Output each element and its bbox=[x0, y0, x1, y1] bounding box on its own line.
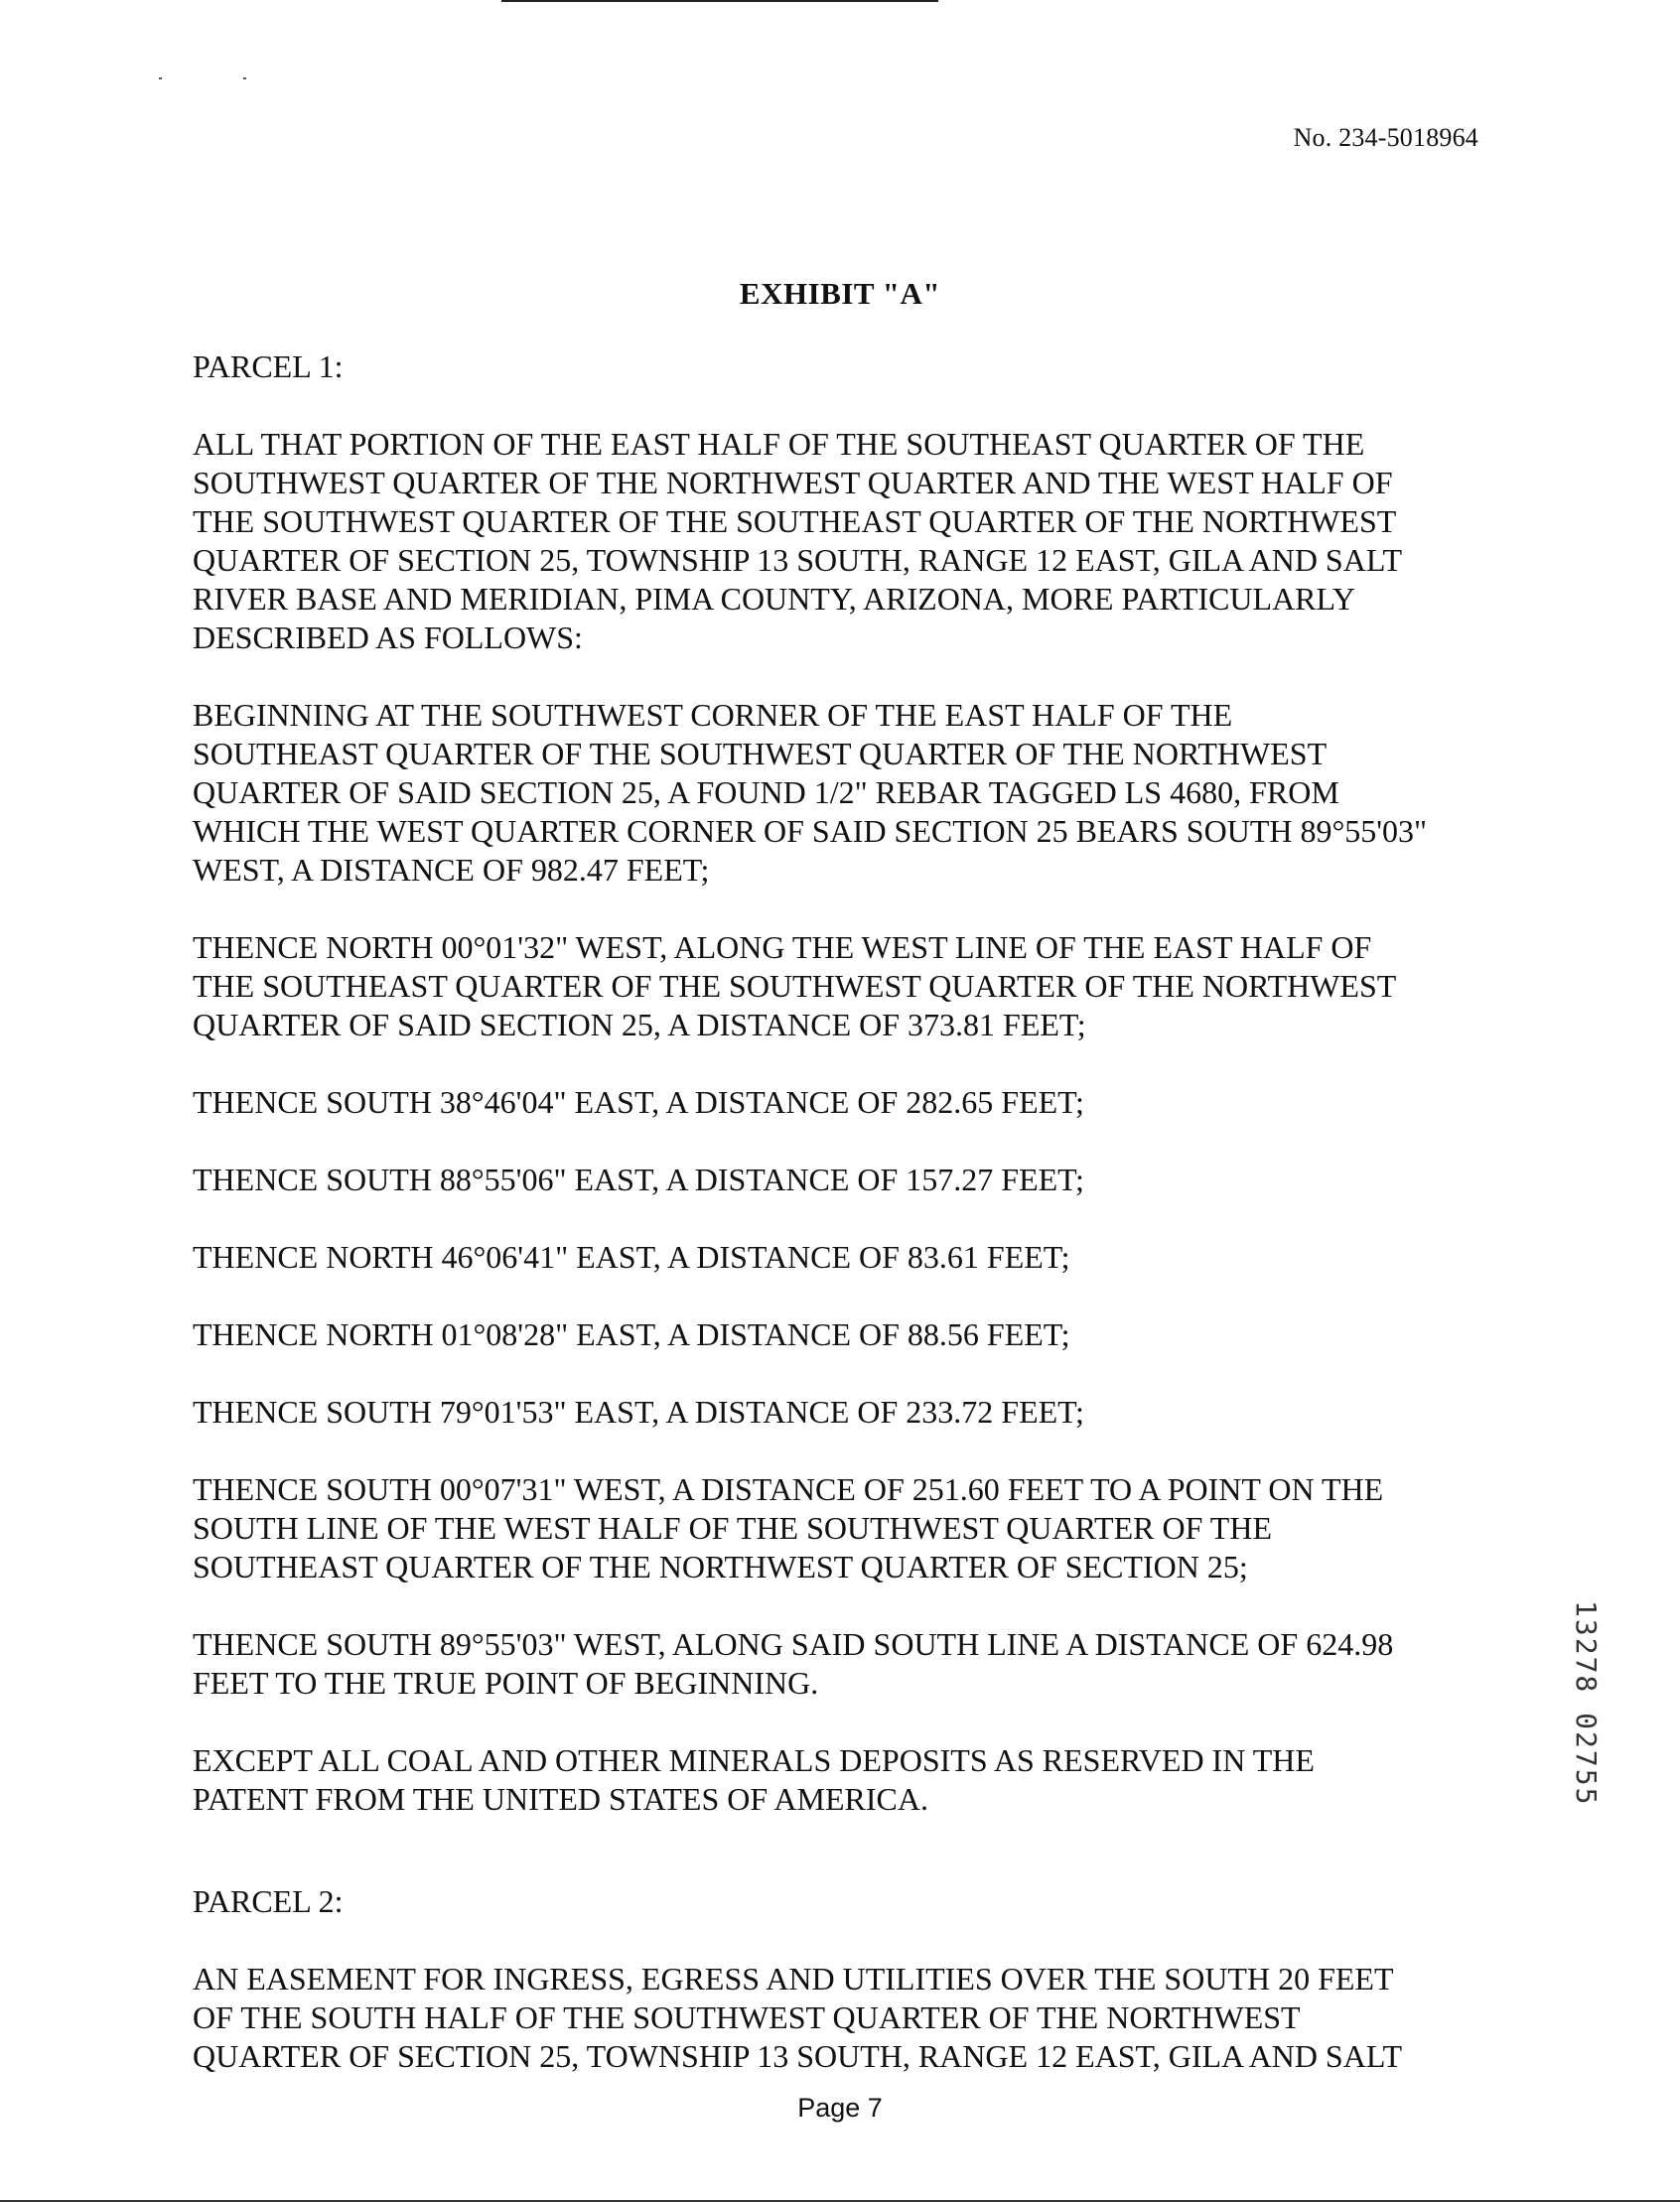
legal-description bbox=[193, 347, 1503, 2115]
document-number: No. 234-5018964 bbox=[1293, 123, 1478, 152]
parcel-1-paragraph: THENCE NORTH 01°08'28" EAST, A DISTANCE OF 88.56 FEET; bbox=[193, 1316, 1070, 1352]
parcel-1-paragraph: THENCE SOUTH 88°55'06" EAST, A DISTANCE OF 157.27 FEET; bbox=[193, 1162, 1084, 1197]
parcel-1-paragraph: THENCE SOUTH 38°46'04" EAST, A DISTANCE OF 282.65 FEET; bbox=[193, 1084, 1084, 1120]
parcel-2-heading: PARCEL 2: bbox=[193, 1883, 344, 1919]
scan-speck bbox=[159, 77, 162, 79]
scan-speck bbox=[243, 77, 246, 79]
parcel-1-paragraph: THENCE SOUTH 89°55'03" WEST, ALONG SAID SOUTH LINE A DISTANCE OF 624.98 FEET TO THE TRUE POINT OF BEGINNING. bbox=[193, 1626, 1394, 1701]
parcel-1-paragraph: THENCE SOUTH 79°01'53" EAST, A DISTANCE OF 233.72 FEET; bbox=[193, 1394, 1084, 1430]
parcel-1-paragraph: THENCE SOUTH 00°07'31" WEST, A DISTANCE OF 251.60 FEET TO A POINT ON THE SOUTH LINE OF THE WEST HALF OF THE SOUTHWEST QUARTER OF THE SOUTHEAST QUARTER OF THE NORTHWEST QUARTER OF SECTION 25; bbox=[193, 1471, 1384, 1584]
parcel-1-paragraph: BEGINNING AT THE SOUTHWEST CORNER OF THE EAST HALF OF THE SOUTHEAST QUARTER OF THE SOUTHWEST QUARTER OF THE NORTHWEST QUARTER OF SAID SECTION 25, A FOUND 1/2" REBAR TAGGED LS 4680, FROM WHICH THE WEST QUARTER CORNER OF SAID SECTION 25 BEARS SOUTH 89°55'03" WEST, A DISTANCE OF 982.47 FEET; bbox=[193, 697, 1428, 888]
parcel-2-paragraph: AN EASEMENT FOR INGRESS, EGRESS AND UTILITIES OVER THE SOUTH 20 FEET OF THE SOUTH HALF OF THE SOUTHWEST QUARTER OF THE NORTHWEST QUARTER OF SECTION 25, TOWNSHIP 13 SOUTH, RANGE 12 EAST, GILA AND SALT bbox=[193, 1961, 1402, 2074]
page-number: Page 7 bbox=[797, 2093, 883, 2123]
parcel-1-paragraph: THENCE NORTH 46°06'41" EAST, A DISTANCE OF 83.61 FEET; bbox=[193, 1239, 1070, 1275]
recording-number-stamp: 13278 02755 bbox=[1570, 1600, 1603, 1807]
parcel-1-paragraph: THENCE NORTH 00°01'32" WEST, ALONG THE WEST LINE OF THE EAST HALF OF THE SOUTHEAST QUARTER OF THE SOUTHWEST QUARTER OF THE NORTHWEST QUARTER OF SAID SECTION 25, A DISTANCE OF 373.81 FEET; bbox=[193, 929, 1397, 1042]
exhibit-title: EXHIBIT "A" bbox=[739, 276, 941, 311]
parcel-1-paragraph: ALL THAT PORTION OF THE EAST HALF OF THE SOUTHEAST QUARTER OF THE SOUTHWEST QUARTER OF THE NORTHWEST QUARTER AND THE WEST HALF OF THE SOUTHWEST QUARTER OF THE SOUTHEAST QUARTER OF THE NORTHWEST QUARTER OF SECTION 25, TOWNSHIP 13 SOUTH, RANGE 12 EAST, GILA AND SALT RIVER BASE AND MERIDIAN, PIMA COUNTY, ARIZONA, MORE PARTICULARLY DESCRIBED AS FOLLOWS: bbox=[193, 426, 1402, 655]
parcel-1-heading: PARCEL 1: bbox=[193, 348, 344, 384]
parcel-1-paragraph: EXCEPT ALL COAL AND OTHER MINERALS DEPOSITS AS RESERVED IN THE PATENT FROM THE UNITED STATES OF AMERICA. bbox=[193, 1742, 1315, 1817]
scan-edge-top bbox=[501, 0, 938, 2]
